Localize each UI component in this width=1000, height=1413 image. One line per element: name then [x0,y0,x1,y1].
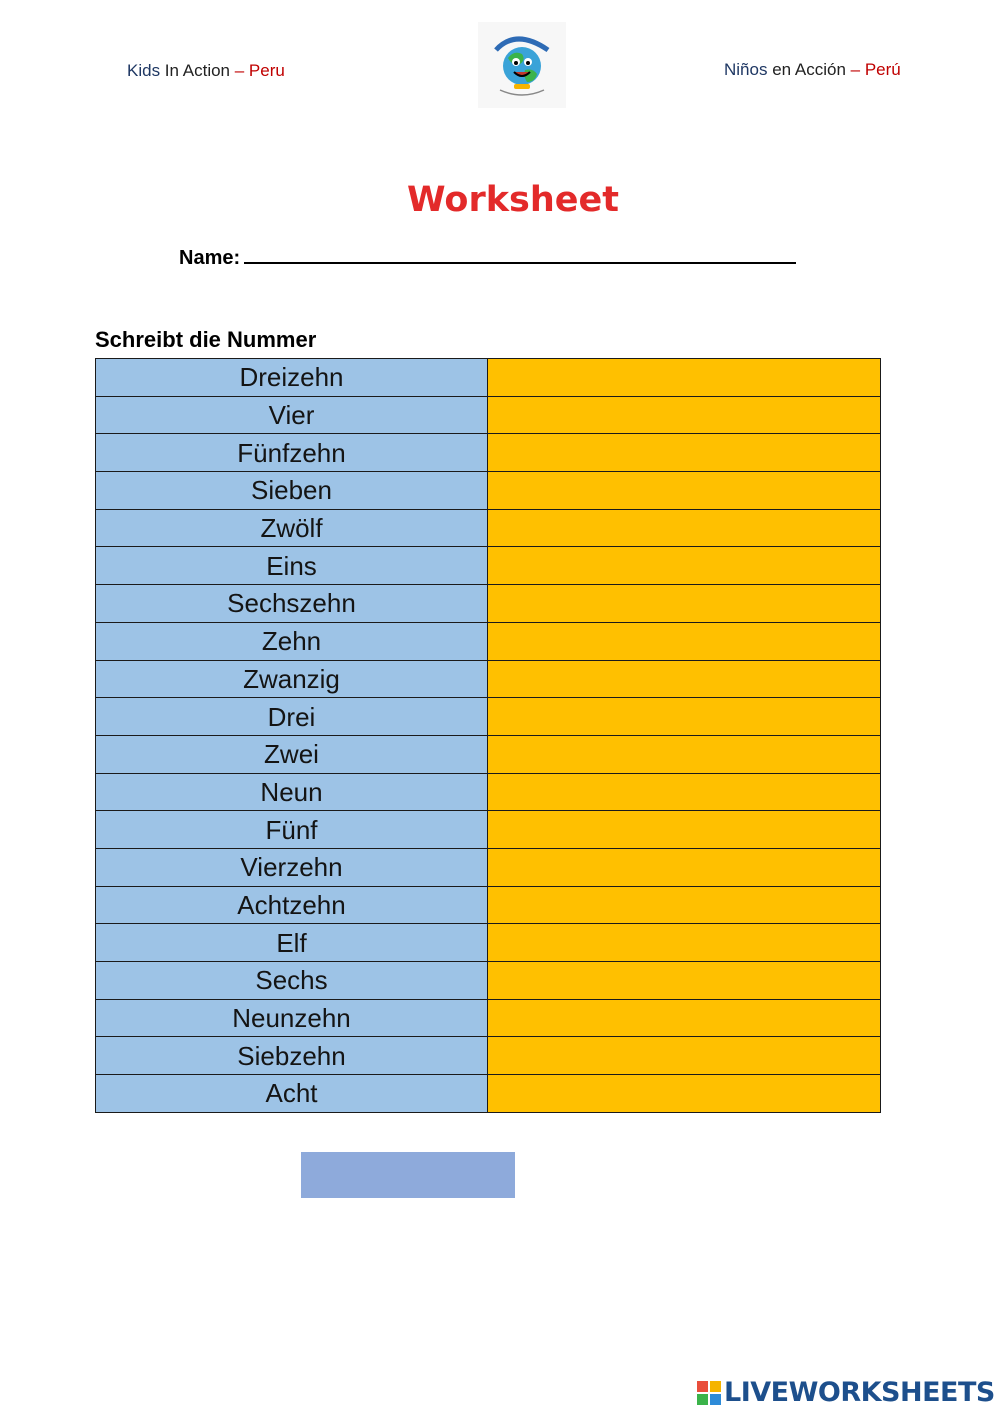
answer-input-cell[interactable] [488,1075,881,1113]
number-word-cell: Sechs [96,962,488,1000]
answer-input-cell[interactable] [488,509,881,547]
number-word-cell: Vier [96,396,488,434]
answer-input-cell[interactable] [488,359,881,397]
word-row [96,773,881,811]
name-line-field[interactable] [244,243,796,264]
name-label: Name: [179,247,241,269]
name-row [179,243,796,270]
answer-input-cell[interactable] [488,924,881,962]
number-word-cell: Neun [96,773,488,811]
number-word-cell: Achtzehn [96,886,488,924]
number-word-cell: Zwanzig [96,660,488,698]
answer-input-cell[interactable] [488,773,881,811]
word-row [96,848,881,886]
word-row [96,622,881,660]
answer-input-cell[interactable] [488,622,881,660]
header-left-in-action: In Action [160,61,235,80]
word-row [96,660,881,698]
word-row [96,924,881,962]
answer-input-cell[interactable] [488,585,881,623]
word-row [96,1037,881,1075]
word-row [96,962,881,1000]
word-row [96,585,881,623]
number-word-cell: Neunzehn [96,999,488,1037]
answer-input-cell[interactable] [488,1037,881,1075]
number-word-cell: Dreizehn [96,359,488,397]
answer-input-cell[interactable] [488,999,881,1037]
word-row [96,1075,881,1113]
answer-input-cell[interactable] [488,848,881,886]
word-row [96,999,881,1037]
answer-input-cell[interactable] [488,811,881,849]
number-word-cell: Acht [96,1075,488,1113]
number-word-cell: Fünf [96,811,488,849]
answer-input-cell[interactable] [488,886,881,924]
number-word-cell: Zwölf [96,509,488,547]
worksheet-title: Worksheet [407,180,619,220]
liveworksheets-brand: LIVEWORKSHEETS [724,1377,995,1408]
liveworksheets-logo-icon [697,1381,721,1405]
header-left-peru: – Peru [234,61,285,80]
number-word-cell: Vierzehn [96,848,488,886]
number-word-cell: Sieben [96,472,488,510]
check-answers-button[interactable] [301,1152,515,1198]
answer-input-cell[interactable] [488,396,881,434]
word-row [96,434,881,472]
kids-in-action-logo-icon [478,22,566,108]
number-word-cell: Elf [96,924,488,962]
answer-input-cell[interactable] [488,735,881,773]
liveworksheets-footer [697,1377,995,1408]
number-word-cell: Zehn [96,622,488,660]
answer-input-cell[interactable] [488,472,881,510]
header-left-text [127,61,285,81]
answer-input-cell[interactable] [488,698,881,736]
word-row [96,698,881,736]
header-right-en-accion: en Acción [767,60,851,79]
header-right-ninos: Niños [724,60,768,79]
word-row [96,396,881,434]
answer-input-cell[interactable] [488,962,881,1000]
number-word-cell: Drei [96,698,488,736]
word-row [96,811,881,849]
number-word-cell: Zwei [96,735,488,773]
answer-input-cell[interactable] [488,660,881,698]
answer-input-cell[interactable] [488,434,881,472]
word-row [96,735,881,773]
number-word-cell: Siebzehn [96,1037,488,1075]
word-row [96,359,881,397]
word-row [96,509,881,547]
header-right-peru: – Perú [850,60,901,79]
number-word-cell: Fünfzehn [96,434,488,472]
word-row [96,547,881,585]
number-word-cell: Sechszehn [96,585,488,623]
word-row [96,886,881,924]
word-row [96,472,881,510]
number-word-cell: Eins [96,547,488,585]
header-left-kids: Kids [127,61,161,80]
number-words-table [95,358,881,1113]
header-right-text [724,60,901,80]
instruction-text: Schreibt die Nummer [95,327,317,352]
answer-input-cell[interactable] [488,547,881,585]
